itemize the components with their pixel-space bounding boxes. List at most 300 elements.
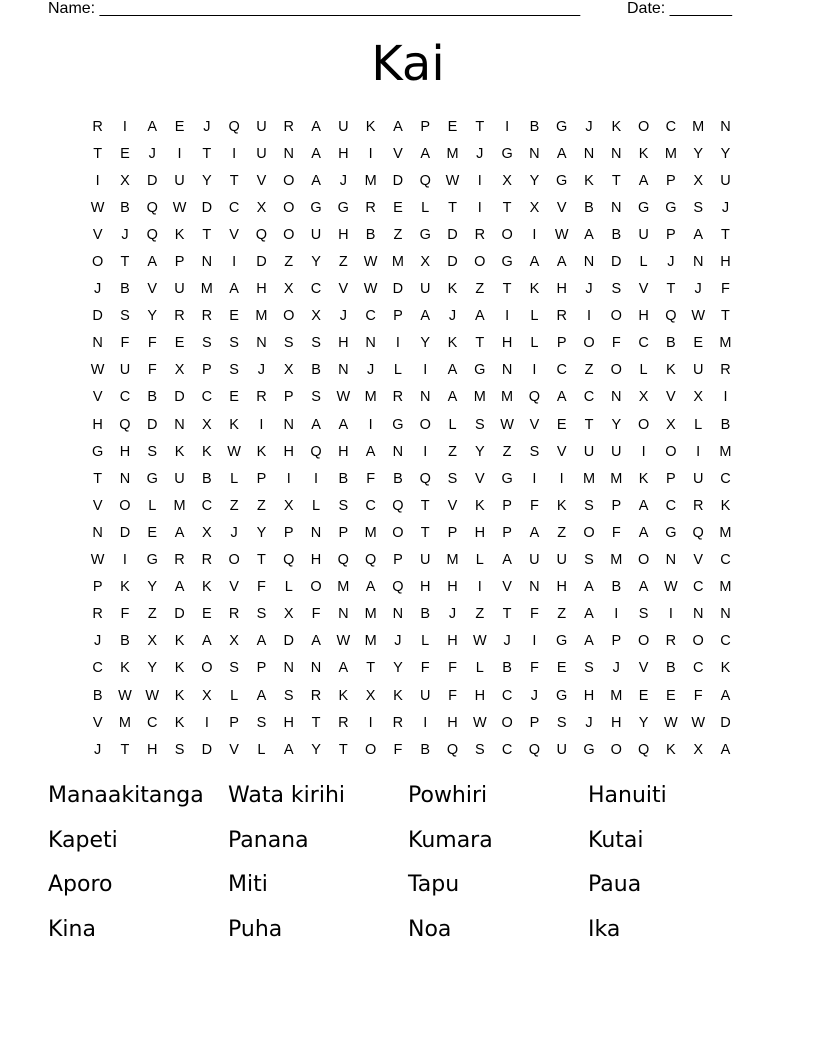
grid-letter: A — [147, 118, 158, 135]
grid-letter: A — [529, 254, 540, 271]
grid-letter: T — [338, 741, 348, 758]
grid-letter: V — [92, 714, 103, 731]
grid-letter: V — [638, 660, 649, 677]
grid-letter: Z — [284, 254, 294, 271]
grid-letter: R — [256, 389, 267, 406]
grid-letter: D — [447, 226, 458, 243]
grid-letter: V — [92, 226, 103, 243]
grid-letter: K — [638, 145, 649, 162]
grid-letter: A — [283, 741, 294, 758]
grid-letter: W — [472, 633, 487, 650]
grid-letter: G — [501, 145, 513, 162]
grid-letter: U — [692, 362, 704, 379]
grid-letter: I — [368, 714, 373, 731]
grid-row — [84, 574, 739, 601]
grid-letter: V — [229, 579, 239, 596]
grid-letter: F — [448, 660, 457, 677]
grid-letter: L — [639, 362, 648, 379]
grid-letter: O — [637, 552, 650, 569]
grid-letter: I — [614, 606, 619, 623]
grid-letter: C — [92, 660, 103, 677]
grid-row — [84, 357, 739, 384]
grid-letter: H — [338, 443, 349, 460]
grid-letter: U — [556, 552, 567, 569]
grid-letter: N — [583, 145, 595, 162]
grid-letter: W — [691, 308, 706, 325]
grid-letter: G — [556, 118, 568, 135]
grid-letter: X — [529, 199, 540, 216]
grid-letter: N — [583, 254, 595, 271]
grid-letter: D — [611, 254, 622, 271]
grid-letter: E — [174, 118, 185, 135]
grid-letter: J — [94, 741, 102, 758]
grid-letter: I — [586, 308, 591, 325]
grid-letter: O — [692, 633, 704, 650]
grid-letter: N — [692, 254, 704, 271]
grid-letter: L — [284, 579, 293, 596]
grid-letter: L — [475, 552, 484, 569]
grid-letter: C — [501, 741, 513, 758]
grid-letter: T — [93, 145, 103, 162]
grid-letter: D — [92, 308, 103, 325]
grid-letter: P — [338, 524, 349, 541]
grid-letter: P — [256, 660, 267, 677]
grid-letter: D — [392, 172, 404, 189]
grid-letter: X — [693, 172, 704, 189]
grid-letter: N — [174, 416, 185, 433]
grid-letter: V — [474, 470, 485, 487]
grid-letter: Y — [147, 308, 158, 325]
grid-letter: B — [393, 470, 403, 487]
grid-letter: U — [174, 172, 185, 189]
grid-letter: J — [257, 362, 266, 379]
grid-letter: F — [721, 281, 730, 298]
grid-letter: K — [666, 741, 676, 758]
grid-letter: O — [392, 524, 404, 541]
grid-letter: S — [611, 281, 622, 298]
grid-letter: I — [314, 470, 319, 487]
grid-letter: A — [393, 118, 403, 135]
grid-letter: W — [363, 281, 378, 298]
grid-letter: S — [147, 443, 158, 460]
grid-letter: P — [611, 497, 622, 514]
grid-letter: M — [473, 389, 486, 406]
grid-letter: K — [174, 714, 185, 731]
grid-letter: Y — [256, 524, 267, 541]
grid-letter: K — [202, 443, 212, 460]
grid-letter: K — [584, 172, 594, 189]
grid-letter: A — [420, 145, 431, 162]
grid-letter: C — [147, 714, 158, 731]
grid-letter: S — [584, 497, 594, 514]
grid-letter: X — [365, 687, 376, 704]
grid-letter: C — [692, 579, 704, 596]
grid-letter: J — [448, 606, 457, 623]
grid-letter: T — [721, 226, 730, 243]
grid-letter: M — [501, 389, 514, 406]
grid-row — [84, 140, 739, 167]
grid-letter: W — [145, 687, 160, 704]
grid-row — [84, 655, 739, 682]
grid-letter: N — [419, 389, 431, 406]
grid-letter: Y — [611, 416, 622, 433]
grid-letter: S — [584, 552, 594, 569]
grid-letter: H — [720, 254, 731, 271]
grid-letter: D — [392, 281, 404, 298]
grid-letter: E — [666, 687, 676, 704]
grid-letter: P — [420, 118, 431, 135]
grid-letter: G — [92, 443, 104, 460]
grid-letter: E — [202, 606, 212, 623]
grid-letter: R — [92, 118, 103, 135]
grid-letter: F — [147, 335, 157, 352]
grid-letter: Z — [338, 254, 348, 271]
grid-row — [84, 221, 739, 248]
grid-letter: T — [93, 470, 103, 487]
grid-letter: A — [338, 660, 349, 677]
grid-letter: G — [665, 524, 677, 541]
grid-letter: I — [95, 172, 100, 189]
word-list-item: Kapeti — [48, 827, 118, 853]
grid-letter: A — [311, 145, 321, 162]
grid-letter: L — [530, 335, 539, 352]
grid-letter: I — [232, 145, 237, 162]
grid-letter: M — [719, 524, 732, 541]
grid-letter: Y — [147, 660, 158, 677]
grid-letter: F — [311, 606, 321, 623]
grid-letter: E — [147, 524, 158, 541]
grid-letter: U — [419, 552, 431, 569]
grid-letter: J — [394, 633, 402, 650]
grid-letter: M — [364, 172, 377, 189]
grid-letter: A — [311, 633, 321, 650]
grid-letter: I — [122, 552, 127, 569]
grid-letter: W — [227, 443, 241, 460]
grid-letter: B — [584, 199, 594, 216]
grid-row — [84, 547, 739, 574]
grid-letter: P — [202, 362, 212, 379]
grid-letter: Z — [584, 362, 594, 379]
grid-letter: S — [283, 687, 294, 704]
grid-row — [84, 492, 739, 519]
grid-letter: B — [720, 416, 731, 433]
grid-letter: B — [666, 335, 676, 352]
grid-letter: B — [338, 470, 349, 487]
grid-letter: V — [666, 389, 676, 406]
grid-letter: A — [365, 579, 376, 596]
grid-letter: M — [255, 308, 268, 325]
grid-letter: X — [502, 172, 512, 189]
grid-letter: K — [720, 660, 731, 677]
grid-letter: J — [366, 362, 375, 379]
grid-letter: X — [283, 497, 294, 514]
grid-letter: I — [395, 335, 400, 352]
grid-letter: A — [638, 172, 649, 189]
grid-letter: M — [364, 633, 377, 650]
grid-letter: B — [120, 633, 130, 650]
grid-letter: L — [421, 633, 430, 650]
grid-letter: E — [447, 118, 458, 135]
grid-letter: X — [420, 254, 431, 271]
word-list-item: Kina — [48, 916, 96, 942]
grid-letter: T — [257, 552, 266, 569]
grid-letter: J — [121, 226, 129, 243]
grid-letter: H — [474, 524, 486, 541]
grid-letter: O — [610, 362, 622, 379]
grid-letter: C — [119, 389, 131, 406]
grid-letter: S — [693, 199, 704, 216]
grid-letter: H — [419, 579, 431, 596]
grid-letter: O — [364, 741, 377, 758]
grid-letter: G — [337, 199, 349, 216]
grid-row — [84, 628, 739, 655]
grid-letter: F — [147, 362, 157, 379]
word-list-item: Miti — [228, 872, 268, 897]
grid-letter: N — [92, 524, 103, 541]
grid-letter: T — [120, 741, 130, 758]
grid-letter: P — [174, 254, 185, 271]
grid-letter: P — [283, 524, 294, 541]
grid-letter: X — [283, 281, 294, 298]
grid-letter: Q — [392, 497, 404, 514]
grid-letter: S — [474, 416, 485, 433]
grid-letter: T — [502, 199, 512, 216]
grid-letter: C — [583, 389, 595, 406]
grid-letter: N — [529, 579, 540, 596]
grid-letter: N — [665, 552, 677, 569]
grid-letter: V — [393, 145, 403, 162]
grid-letter: Q — [283, 552, 295, 569]
grid-letter: A — [529, 524, 540, 541]
grid-letter: Z — [502, 443, 512, 460]
grid-letter: K — [256, 443, 267, 460]
grid-letter: I — [177, 145, 182, 162]
grid-letter: D — [119, 524, 131, 541]
grid-letter: I — [532, 362, 537, 379]
grid-letter: B — [502, 660, 512, 677]
grid-letter: C — [201, 497, 213, 514]
grid-letter: I — [477, 172, 482, 189]
grid-letter: Z — [257, 497, 266, 514]
grid-letter: J — [612, 660, 620, 677]
grid-letter: J — [148, 145, 156, 162]
grid-letter: L — [639, 254, 648, 271]
grid-letter: M — [664, 145, 677, 162]
grid-letter: O — [119, 497, 131, 514]
grid-letter: T — [502, 606, 512, 623]
grid-letter: G — [310, 199, 322, 216]
grid-letter: I — [368, 416, 373, 433]
word-list-item: Paua — [588, 872, 642, 897]
grid-letter: F — [120, 606, 130, 623]
grid-letter: S — [311, 335, 321, 352]
grid-letter: O — [92, 254, 104, 271]
grid-letter: Q — [419, 470, 431, 487]
grid-letter: L — [393, 362, 402, 379]
grid-letter: O — [283, 172, 295, 189]
grid-letter: O — [637, 633, 650, 650]
grid-letter: C — [638, 335, 649, 352]
grid-letter: U — [174, 281, 185, 298]
grid-row — [84, 709, 739, 736]
grid-letter: G — [556, 687, 568, 704]
grid-letter: N — [692, 606, 704, 623]
grid-letter: S — [202, 335, 212, 352]
grid-letter: B — [529, 118, 540, 135]
grid-letter: W — [90, 199, 105, 216]
grid-letter: H — [611, 714, 622, 731]
grid-letter: T — [311, 714, 321, 731]
grid-letter: G — [665, 199, 677, 216]
grid-letter: W — [664, 579, 678, 596]
grid-letter: R — [92, 606, 103, 623]
grid-letter: P — [529, 714, 540, 731]
grid-letter: U — [529, 552, 540, 569]
grid-row — [84, 601, 739, 628]
grid-letter: J — [585, 118, 593, 135]
grid-letter: I — [668, 606, 673, 623]
grid-letter: B — [202, 470, 212, 487]
grid-letter: N — [392, 606, 404, 623]
grid-letter: O — [283, 226, 295, 243]
grid-letter: E — [638, 687, 649, 704]
grid-letter: O — [283, 199, 295, 216]
grid-letter: U — [338, 118, 349, 135]
grid-letter: Q — [146, 226, 158, 243]
grid-letter: S — [229, 362, 239, 379]
grid-letter: D — [720, 714, 731, 731]
grid-letter: S — [229, 335, 239, 352]
grid-letter: X — [283, 362, 294, 379]
grid-letter: U — [174, 470, 185, 487]
grid-letter: N — [338, 606, 349, 623]
grid-letter: J — [694, 281, 702, 298]
grid-letter: O — [637, 416, 650, 433]
grid-letter: G — [556, 633, 568, 650]
grid-letter: V — [229, 741, 239, 758]
grid-letter: I — [532, 633, 537, 650]
grid-letter: F — [448, 687, 457, 704]
grid-letter: P — [611, 633, 622, 650]
grid-letter: K — [202, 579, 212, 596]
grid-letter: R — [283, 118, 294, 135]
grid-letter: V — [693, 552, 704, 569]
grid-letter: K — [229, 416, 239, 433]
word-list-item: Powhiri — [408, 783, 488, 808]
grid-letter: C — [720, 552, 731, 569]
grid-letter: X — [693, 741, 704, 758]
grid-letter: M — [719, 579, 732, 596]
grid-row — [84, 330, 739, 357]
grid-letter: Z — [448, 443, 457, 460]
grid-letter: Q — [528, 389, 541, 406]
grid-letter: Y — [311, 254, 321, 271]
grid-letter: A — [338, 416, 349, 433]
grid-row — [84, 384, 739, 411]
grid-letter: V — [638, 281, 649, 298]
grid-letter: M — [446, 145, 459, 162]
grid-letter: R — [720, 362, 731, 379]
word-list-item: Aporo — [48, 872, 113, 897]
grid-letter: F — [693, 687, 703, 704]
grid-letter: U — [611, 443, 622, 460]
grid-letter: I — [477, 199, 482, 216]
grid-letter: D — [174, 389, 185, 406]
grid-letter: H — [474, 687, 486, 704]
grid-letter: Q — [692, 524, 704, 541]
grid-letter: G — [501, 254, 513, 271]
grid-letter: F — [257, 579, 266, 596]
grid-letter: Y — [202, 172, 212, 189]
grid-letter: M — [364, 606, 377, 623]
grid-letter: F — [529, 606, 539, 623]
grid-letter: S — [474, 741, 485, 758]
grid-letter: Y — [147, 579, 158, 596]
word-list-item: Puha — [228, 916, 283, 942]
grid-letter: Z — [229, 497, 239, 514]
grid-letter: A — [256, 687, 267, 704]
grid-row — [84, 303, 739, 330]
grid-letter: K — [174, 633, 185, 650]
grid-letter: T — [611, 172, 621, 189]
grid-letter: A — [584, 606, 594, 623]
grid-letter: U — [256, 145, 267, 162]
grid-letter: A — [447, 389, 458, 406]
grid-letter: F — [393, 741, 403, 758]
grid-letter: U — [119, 362, 131, 379]
grid-letter: I — [477, 579, 482, 596]
grid-letter: N — [283, 660, 294, 677]
grid-letter: V — [529, 416, 540, 433]
word-list-item: Kumara — [408, 827, 493, 853]
grid-letter: G — [419, 226, 431, 243]
grid-letter: Y — [720, 145, 731, 162]
grid-letter: A — [147, 254, 158, 271]
date-field-label: Date: _______ — [627, 0, 732, 17]
grid-letter: X — [147, 633, 158, 650]
grid-letter: Q — [446, 741, 459, 758]
grid-letter: X — [202, 687, 212, 704]
grid-letter: Q — [337, 552, 349, 569]
grid-letter: F — [611, 335, 621, 352]
grid-letter: M — [364, 389, 377, 406]
grid-letter: K — [120, 579, 130, 596]
grid-letter: B — [611, 226, 622, 243]
grid-letter: O — [501, 226, 513, 243]
grid-letter: W — [172, 199, 187, 216]
grid-letter: A — [229, 281, 239, 298]
grid-letter: H — [501, 335, 513, 352]
word-list-item: Kutai — [588, 827, 644, 853]
grid-letter: U — [256, 118, 267, 135]
grid-letter: Y — [420, 335, 431, 352]
grid-letter: N — [720, 118, 731, 135]
grid-letter: F — [611, 524, 621, 541]
grid-letter: M — [610, 470, 623, 487]
grid-letter: N — [338, 362, 349, 379]
grid-letter: Y — [474, 443, 485, 460]
grid-letter: O — [637, 118, 650, 135]
grid-letter: N — [283, 145, 294, 162]
grid-letter: O — [583, 335, 595, 352]
grid-letter: R — [365, 199, 376, 216]
grid-letter: R — [665, 633, 677, 650]
grid-letter: E — [120, 145, 130, 162]
grid-letter: X — [202, 416, 212, 433]
grid-letter: I — [368, 145, 373, 162]
grid-letter: T — [584, 416, 594, 433]
grid-letter: I — [696, 443, 701, 460]
